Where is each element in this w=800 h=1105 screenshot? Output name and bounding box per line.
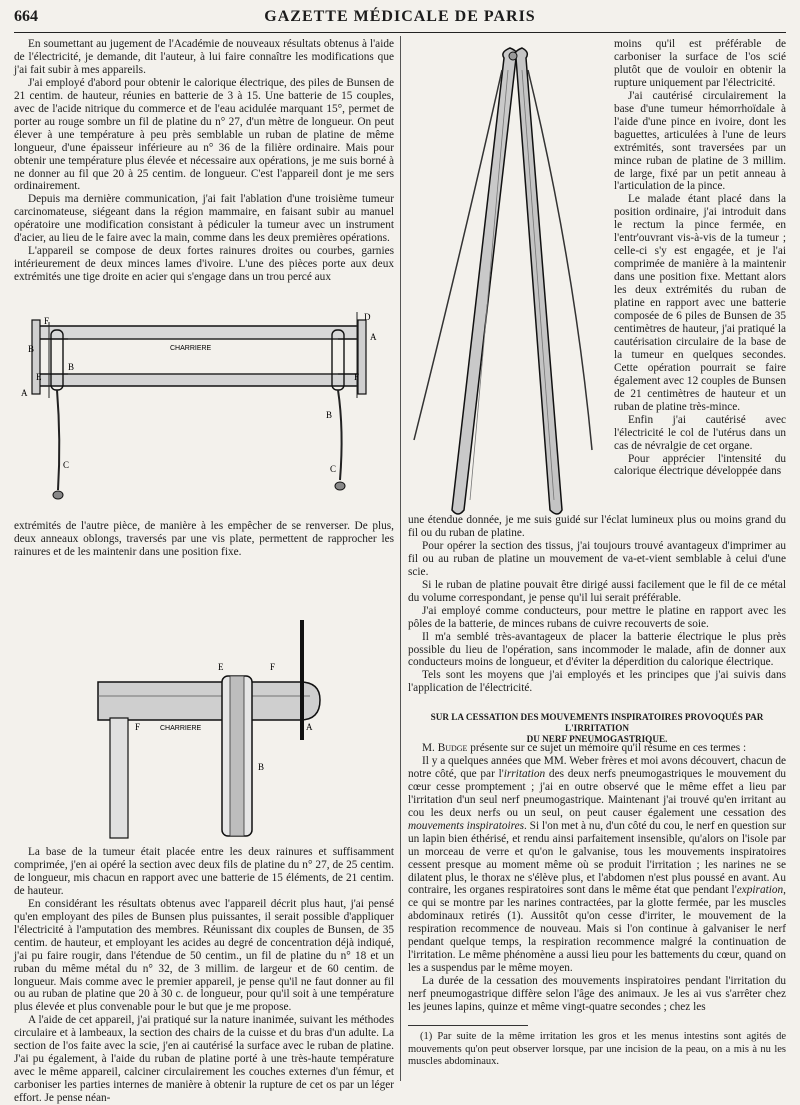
section-title-line1: SUR LA CESSATION DES MOUVEMENTS INSPIRATOIRES PROVOQUÉS PAR L'IRRITATION	[430, 712, 764, 733]
emphasis: irritation	[503, 767, 546, 780]
figure1-letter-e: E	[36, 372, 42, 382]
emphasis: mouvements inspiratoires	[408, 819, 525, 832]
paragraph: Si le ruban de platine pouvait être dirigé aussi facilement que le fil de ce métal du volume correspondant, je pense qu'il lui serait préférable.	[408, 578, 786, 604]
paragraph: J'ai employé d'abord pour obtenir le calorique électrique, des piles de Bunsen de 21 centim. de hauteur, réunies en batterie de 3 à 15. Une batterie de 15 couples, avec de l'acide nitrique du commerce et de l'eau acidulée marquant 15°, permet de porter au rouge sombre un fil de platine du n° 27, d'un mètre de longueur. On peut élever à une température à peu près semblable un ruban de platine de même longueur, d'une épaisseur inférieure au n° 36 de la filière ordinaire. Mais pour obtenir une température plus élevée et nécessaire aux opérations, je me suis borné à ne donner au fil que 20 à 25 centim. de longueur. C'est l'appareil dont je me sers ordinairement.	[14, 76, 394, 193]
right-wide-text	[408, 514, 786, 695]
figure2-letter-a: A	[306, 722, 313, 732]
paragraph: J'ai cautérisé circulairement la base d'une tumeur hémorrhoïdale à l'aide d'une pince en ivoire, dont les baguettes, articulées à l'une de leurs extrémités, sont traversées par un mince ruban de platine de 3 millim. de large, fixé par un petit anneau à l'articulation de la pince.	[614, 89, 786, 193]
paragraph: La durée de la cessation des mouvements inspiratoires pendant l'irritation du nerf pneumogastrique diffère selon l'âge des animaux. Je les ai vus s'arrêter chez les jeunes lapins, quinze et même vingt-quatre secondes ; chez les	[408, 975, 786, 1014]
paragraph: L'appareil se compose de deux fortes rainures droites ou courbes, garnies intérieurement de deux minces lames d'ivoire. L'une des pièces porte aux deux extrémités une tige droite en acier qui s'engage dans un trou percé aux	[14, 245, 394, 284]
paragraph: La base de la tumeur était placée entre les deux rainures et suffisamment comprimée, j'en ai opéré la section avec deux fils de platine du n° 27, de 25 centim. de longueur, mis chacun en rapport avec une batterie de 15 éléments, de 21 centim. de hauteur.	[14, 846, 394, 897]
figure1-letter-b-right: B	[326, 410, 333, 420]
figure1-letter-a-right: A	[370, 332, 377, 342]
section-title-line2: DU NERF PNEUMOGASTRIQUE.	[526, 734, 668, 744]
paragraph: Il m'a semblé très-avantageux de placer la batterie électrique le plus près possible du lieu de l'opération, sans incommoder le malade, afin de donner aux conducteurs moins de longueur, et d'éviter la déperdition du calorique électrique.	[408, 630, 786, 669]
figure1-letter-f-right: F	[354, 372, 360, 382]
paragraph: J'ai employé comme conducteurs, pour mettre le platine en rapport avec les pôles de la batterie, de minces rubans de cuivre recouverts de soie.	[408, 604, 786, 630]
text-run: Il y a quelques années que MM. Weber frères et moi avons découvert, chacun de notre côté, que par l'	[408, 754, 787, 780]
budge-intro-rest: présente sur ce sujet un mémoire qu'il résume en ces termes :	[467, 742, 747, 754]
figure1-letter-c-right: C	[330, 464, 337, 474]
column-divider	[400, 36, 401, 1081]
paragraph-budge-findings	[408, 755, 786, 975]
paragraph: Tels sont les moyens que j'ai employés et les principes que j'ai suivis dans l'application de l'électricité.	[408, 669, 786, 695]
section-text	[408, 742, 786, 1014]
left-bottom-text	[14, 846, 394, 1105]
paragraph: A l'aide de cet appareil, j'ai pratiqué sur la nature inanimée, suivant les méthodes circulaire et à lambeaux, la section des chairs de la cuisse et du bras d'un adulte. La section de l'os faite avec la scie, j'en ai cautérisé la surface avec le ruban de platine. J'ai pu également, à l'aide du ruban de platine porté à une très-haute température avec le même appareil, calciner circulairement les couches externes d'un fémur, et carboniser les parties internes de manière à obtenir la rupture de cet os par un léger effort. Je pense néan-	[14, 1014, 394, 1105]
text-run: . Si l'on met à nu, d'un côté du cou, le nerf en question sur un lapin bien éthérisé, et rendu ainsi parfaitement insensible, qu'alors on l'isole par un morceau de verre et qu'on le galvanise, tous les mouvements inspiratoires cessent presque au moment même où se produit l'irritation ; les narines ne se dilatent plus, le thorax ne s'élève plus, et l'abdomen n'est plus poussé en avant. Au contraire, les organes respiratoires sont dans le même état que pendant l'	[408, 819, 786, 897]
figure1-letter-d: D	[364, 312, 371, 322]
page-header	[14, 6, 786, 33]
figure1-caption-charriere: CHARRIERE	[170, 345, 212, 352]
paragraph: extrémités de l'autre pièce, de manière à les empêcher de se renverser. De plus, deux anneaux oblongs, traversés par une vis plate, permettent de rapprocher les rainures et de les maintenir dans une position fixe.	[14, 520, 394, 558]
figure2-letter-e: E	[218, 662, 224, 672]
left-intro-text	[14, 38, 394, 284]
left-after-figure1	[14, 520, 394, 559]
emphasis: expiration	[736, 884, 784, 897]
figure1-letter-f-left: F	[44, 316, 50, 326]
figure1-letter-a-left: A	[21, 388, 28, 398]
footnote	[408, 1031, 786, 1069]
footnote-text: (1) Par suite de la même irritation les gros et les menus intestins sont agités de mouvements qu'on peut observer lorsque, par une incision de la peau, on a mis à nu les muscles abdominaux.	[408, 1031, 786, 1067]
footnote-rule	[408, 1025, 528, 1026]
paragraph: moins qu'il est préférable de carboniser la surface de l'os scié plutôt que de vouloir en obtenir la rupture uniquement par l'électricité.	[614, 38, 786, 89]
paragraph: En soumettant au jugement de l'Académie de nouveaux résultats obtenus à l'aide de l'électricité, je demande, dit l'auteur, à lui faire connaître les modifications que j'ai fait subir à mes appareils.	[14, 38, 394, 76]
page-number: 664	[14, 8, 38, 25]
author-name: M. Budge	[422, 742, 468, 754]
right-narrow-text	[614, 38, 786, 478]
paragraph: Enfin j'ai cautérisé avec l'électricité le col de l'utérus dans un cas de névralgie de cet organe.	[614, 413, 786, 452]
figure2-letter-f-left: F	[135, 722, 141, 732]
figure-clamp-detail	[80, 600, 350, 840]
paragraph: Le malade étant placé dans la position ordinaire, j'ai introduit dans le rectum la pince fermée, en l'entr'ouvrant vis-à-vis de la tumeur ; celle-ci s'y est engagée, et je l'ai comprimée de manière à la maintenir dans une position fixe. Mettant alors les deux extrémités du ruban de platine en rapport avec une batterie composée de 6 piles de Bunsen de 35 centimètres de hauteur, j'ai pratiqué la cautérisation circulaire de la base de la tumeur en quelques secondes. Cette opération pourrait se faire également avec 12 couples de Bunsen de 21 centimètres de hauteur et un ruban de platine très-mince.	[614, 193, 786, 413]
paragraph: Depuis ma dernière communication, j'ai fait l'ablation d'une troisième tumeur carcinomateuse, siégeant dans la région mammaire, en faisant subir au manuel opératoire une modification consistant à pédiculer la tumeur avec un instrument d'acier, au lieu de le faire avec la main, comme dans les deux premières opérations.	[14, 193, 394, 245]
paragraph: Pour opérer la section des tissus, j'ai toujours trouvé avantageux d'imprimer au fil ou au ruban de platine un mouvement de va-et-vient semblable à celui d'une scie.	[408, 539, 786, 578]
text-run: des deux nerfs pneumogastriques le mouvement du cœur cesse promptement ; j'ai en outre observé que le même effet a lieu par l'irritation d'un seul nerf pneumogastrique. Maintenant j'ai trouvé qu'en irritant au cou les deux nerfs ou un seul, on peut causer également une cessation des	[408, 767, 786, 819]
text-run: , ce qui se montre par les narines contractées, par la glotte fermée, par les muscles abdominaux retirés (1). Aussitôt qu'on cesse d'irriter, le mouvement de la respiration recommence de nouveau. Mais si l'on continue à galvaniser le nerf pendant quelque temps, la respiration recommence malgré la continuation de l'irritation. Le même phénomène a aussi lieu pour les battements du cœur, quand on les a suspendus par le même moyen.	[408, 884, 786, 975]
journal-title: GAZETTE MÉDICALE DE PARIS	[264, 8, 536, 25]
figure-clamp-apparatus	[18, 300, 393, 515]
figure1-letter-c-left: C	[63, 460, 70, 470]
section-title	[408, 712, 786, 745]
figure-ivory-forceps	[404, 40, 614, 518]
figure2-caption-charriere: CHARRIERE	[160, 725, 202, 732]
paragraph-budge-intro	[408, 742, 786, 755]
figure1-letter-b-mid: B	[68, 362, 75, 372]
figure2-letter-f-top: F	[270, 662, 276, 672]
paragraph: une étendue donnée, je me suis guidé sur l'éclat lumineux plus ou moins grand du fil ou du ruban de platine.	[408, 514, 786, 539]
paragraph: Pour apprécier l'intensité du calorique électrique développée dans	[614, 452, 786, 478]
paragraph: En considérant les résultats obtenus avec l'appareil décrit plus haut, j'ai pensé qu'en employant des piles de Bunsen plus puissantes, il serait possible d'appliquer l'électricité à l'amputation des membres. Réunissant dix couples de Bunsen, de 35 centim. de hauteur, et employant les acides au degré de concentration déjà indiqué, j'ai pu faire rougir, dans l'étendue de 50 centim., un fil de platine du n° 18 et un ruban du même métal du n° 32, de 3 millim. de largeur et de 60 centim. de longueur. Mais comme avec le premier appareil, je pense qu'il ne faut donner au fil ou au ruban de platine que 20 à 30 c. de longueur, pour qu'il soit à une température plus élevée et plus convenable pour le but que je me propose.	[14, 897, 394, 1014]
figure2-letter-b: B	[258, 762, 265, 772]
figure1-letter-b-left: B	[28, 344, 35, 354]
